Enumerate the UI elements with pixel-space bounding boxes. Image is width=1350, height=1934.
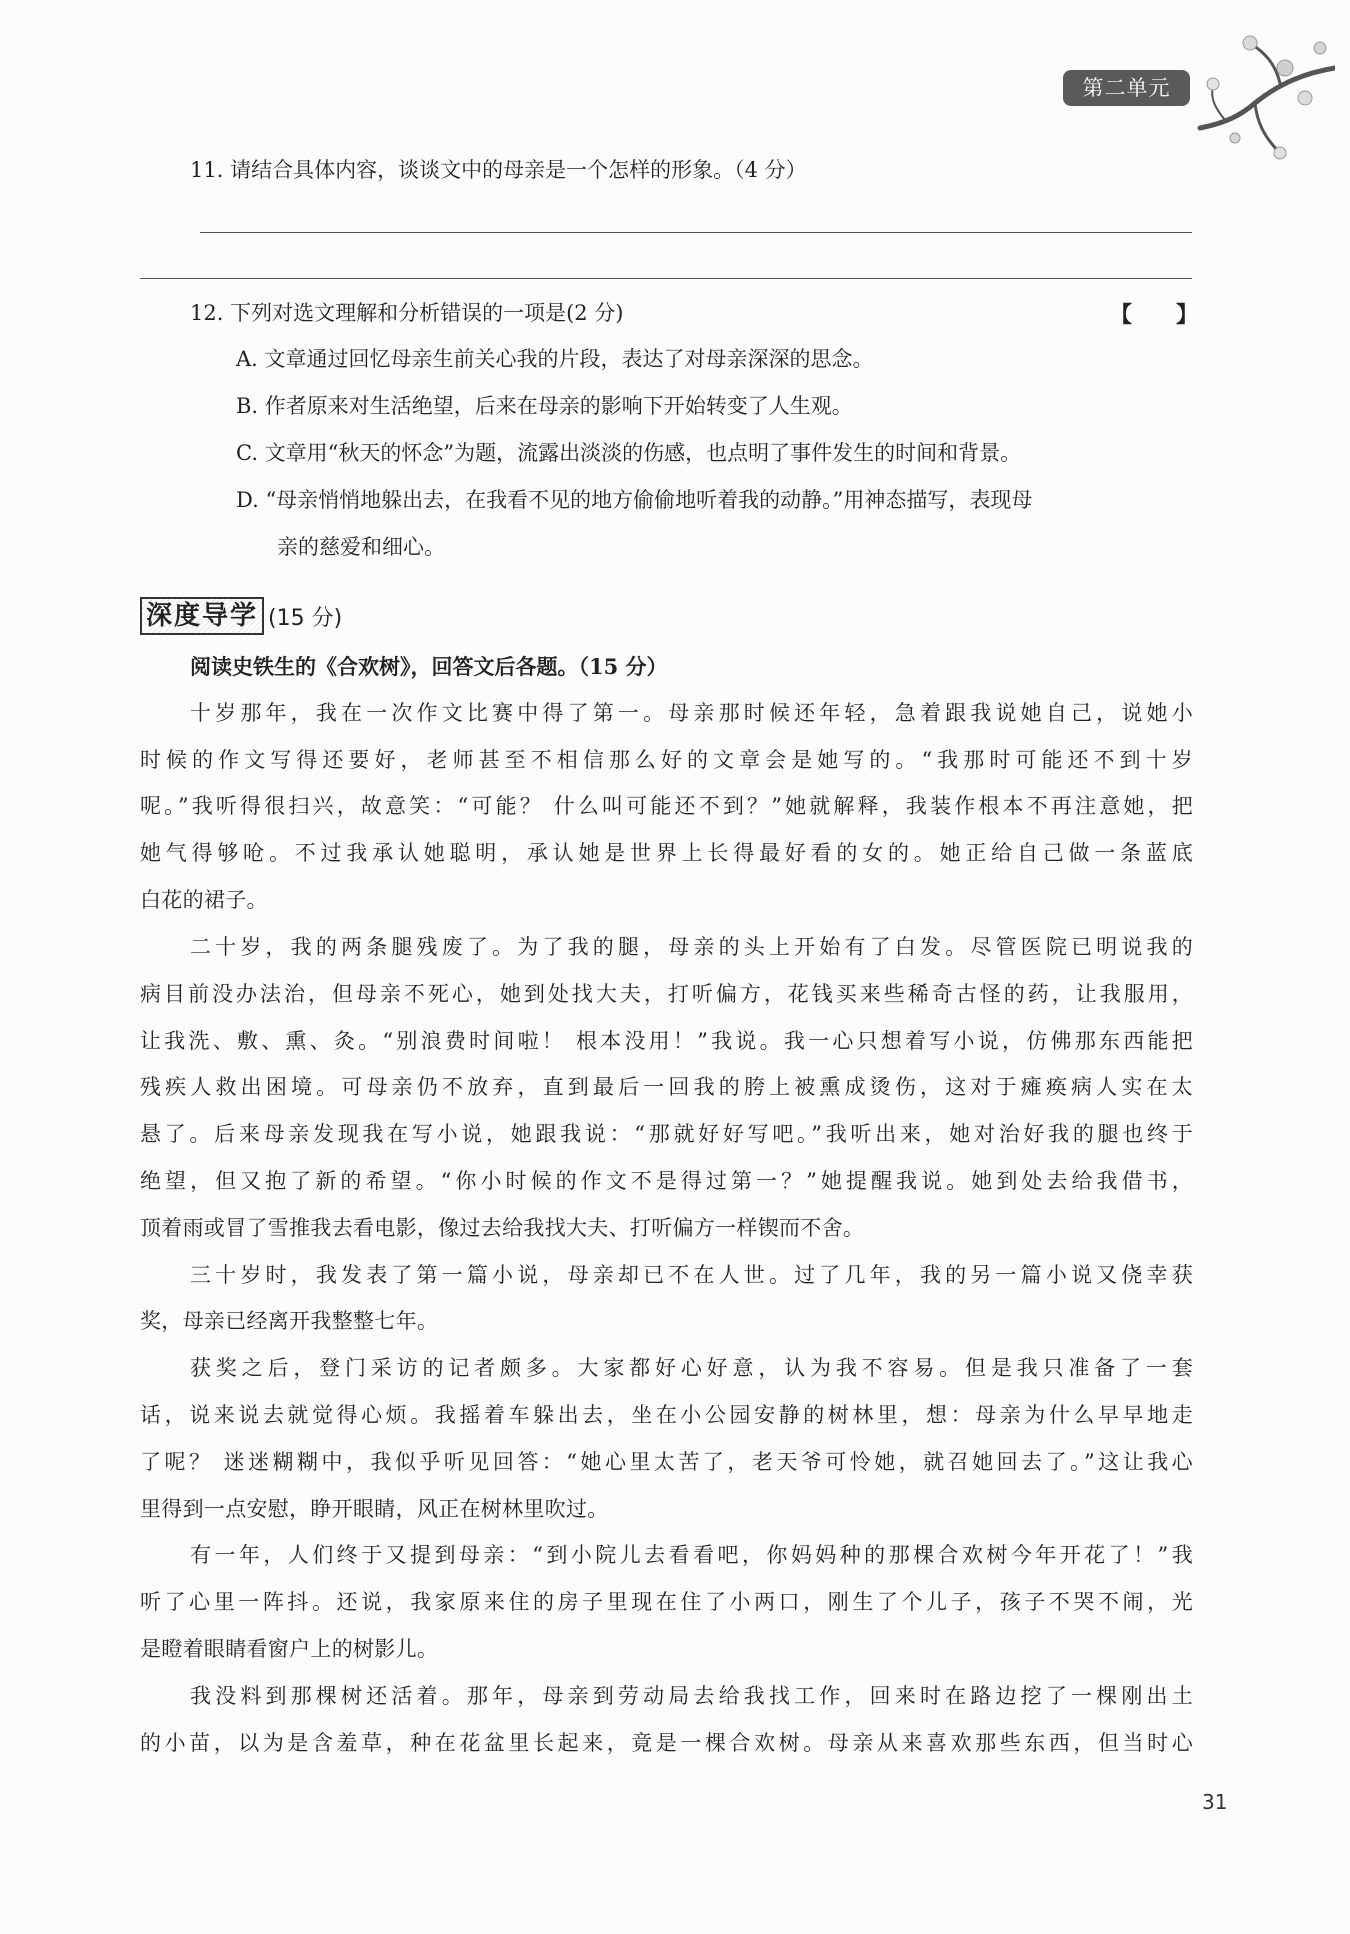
passage-line: 病目前没办法治，但母亲不死心，她到处找大夫，打听偏方，花钱买来些稀奇古怪的药，让我服用， bbox=[140, 982, 1193, 1006]
passage-line: 听了心里一阵抖。还说，我家原来住的房子里现在住了小两口，刚生了个儿子，孩子不哭不闹，光 bbox=[140, 1590, 1193, 1614]
option-b: B. 作者原来对生活绝望，后来在母亲的影响下开始转变了人生观。 bbox=[236, 394, 853, 418]
answer-line-2[interactable] bbox=[140, 278, 1192, 279]
unit-tab: 第二单元 bbox=[1063, 70, 1190, 106]
passage-line: 悬了。后来母亲发现我在写小说，她跟我说：“那就好好写吧。”我听出来，她对治好我的腿也终于 bbox=[140, 1122, 1193, 1146]
passage-line: 话，说来说去就觉得心烦。我摇着车躲出去，坐在小公园安静的树林里，想：母亲为什么早早地走 bbox=[140, 1403, 1193, 1427]
passage-line: 时候的作文写得还要好，老师甚至不相信那么好的文章会是她写的。“我那时可能还不到十岁 bbox=[140, 748, 1193, 772]
passage-line: 呢。”我听得很扫兴，故意笑：“可能？ 什么叫可能还不到？”她就解释，我装作根本不再注意她，把 bbox=[140, 794, 1193, 818]
passage-line: 三十岁时，我发表了第一篇小说，母亲却已不在人世。过了几年，我的另一篇小说又侥幸获 bbox=[190, 1263, 1193, 1287]
question-12: 12. 下列对选文理解和分析错误的一项是(2 分) bbox=[190, 301, 624, 325]
plum-branch-decoration bbox=[1185, 28, 1335, 168]
passage-line: 顶着雨或冒了雪推我去看电影，像过去给我找大夫、打听偏方一样锲而不舍。 bbox=[140, 1216, 865, 1240]
passage-line: 有一年，人们终于又提到母亲：“到小院儿去看看吧，你妈妈种的那棵合欢树今年开花了！”我 bbox=[190, 1543, 1193, 1567]
passage-line: 让我洗、敷、熏、灸。“别浪费时间啦！ 根本没用！”我说。我一心只想着写小说，仿佛那东西能把 bbox=[140, 1029, 1193, 1053]
passage-line: 绝望，但又抱了新的希望。“你小时候的作文不是得过第一？”她提醒我说。她到处去给我借书， bbox=[140, 1169, 1193, 1193]
passage-line: 获奖之后，登门采访的记者颇多。大家都好心好意，认为我不容易。但是我只准备了一套 bbox=[190, 1356, 1193, 1380]
reading-instruction: 阅读史铁生的《合欢树》，回答文后各题。（15 分） bbox=[190, 654, 668, 679]
passage-line: 了呢？ 迷迷糊糊中，我似乎听见回答：“她心里太苦了，老天爷可怜她，就召她回去了。”这让我心 bbox=[140, 1450, 1193, 1474]
passage-line: 白花的裙子。 bbox=[140, 888, 268, 912]
passage-line: 是瞪着眼睛看窗户上的树影儿。 bbox=[140, 1637, 439, 1661]
passage-line: 十岁那年，我在一次作文比赛中得了第一。母亲那时候还年轻，急着跟我说她自己，说她小 bbox=[190, 701, 1193, 725]
option-a: A. 文章通过回忆母亲生前关心我的片段，表达了对母亲深深的思念。 bbox=[236, 347, 874, 371]
question-11: 11. 请结合具体内容，谈谈文中的母亲是一个怎样的形象。（4 分） bbox=[190, 158, 807, 182]
option-d: D. “母亲悄悄地躲出去，在我看不见的地方偷偷地听着我的动静。”用神态描写，表现母 bbox=[236, 488, 1033, 512]
section-score: (15 分) bbox=[268, 605, 343, 631]
passage-line: 里得到一点安慰，睁开眼睛，风正在树林里吹过。 bbox=[140, 1497, 609, 1521]
option-d-continued: 亲的慈爱和细心。 bbox=[277, 535, 445, 559]
answer-bracket[interactable]: 【 】 bbox=[1110, 303, 1199, 328]
section-heading bbox=[140, 596, 342, 636]
answer-line-1[interactable] bbox=[200, 232, 1192, 233]
passage-line: 她气得够呛。不过我承认她聪明，承认她是世界上长得最好看的女的。她正给自己做一条蓝底 bbox=[140, 841, 1193, 865]
passage-line: 二十岁，我的两条腿残废了。为了我的腿，母亲的头上开始有了白发。尽管医院已明说我的 bbox=[190, 935, 1193, 959]
passage-line: 奖，母亲已经离开我整整七年。 bbox=[140, 1309, 439, 1333]
option-c: C. 文章用“秋天的怀念”为题，流露出淡淡的伤感，也点明了事件发生的时间和背景。 bbox=[236, 441, 1022, 465]
section-title: 深度导学 bbox=[140, 597, 264, 635]
page-number: 31 bbox=[1202, 1790, 1228, 1814]
passage-line: 的小苗，以为是含羞草，种在花盆里长起来，竟是一棵合欢树。母亲从来喜欢那些东西，但当时心 bbox=[140, 1731, 1193, 1755]
passage-line: 残疾人救出困境。可母亲仍不放弃，直到最后一回我的胯上被熏成烫伤，这对于瘫痪病人实在太 bbox=[140, 1075, 1193, 1099]
passage-line: 我没料到那棵树还活着。那年，母亲到劳动局去给我找工作，回来时在路边挖了一棵刚出土 bbox=[190, 1684, 1193, 1708]
